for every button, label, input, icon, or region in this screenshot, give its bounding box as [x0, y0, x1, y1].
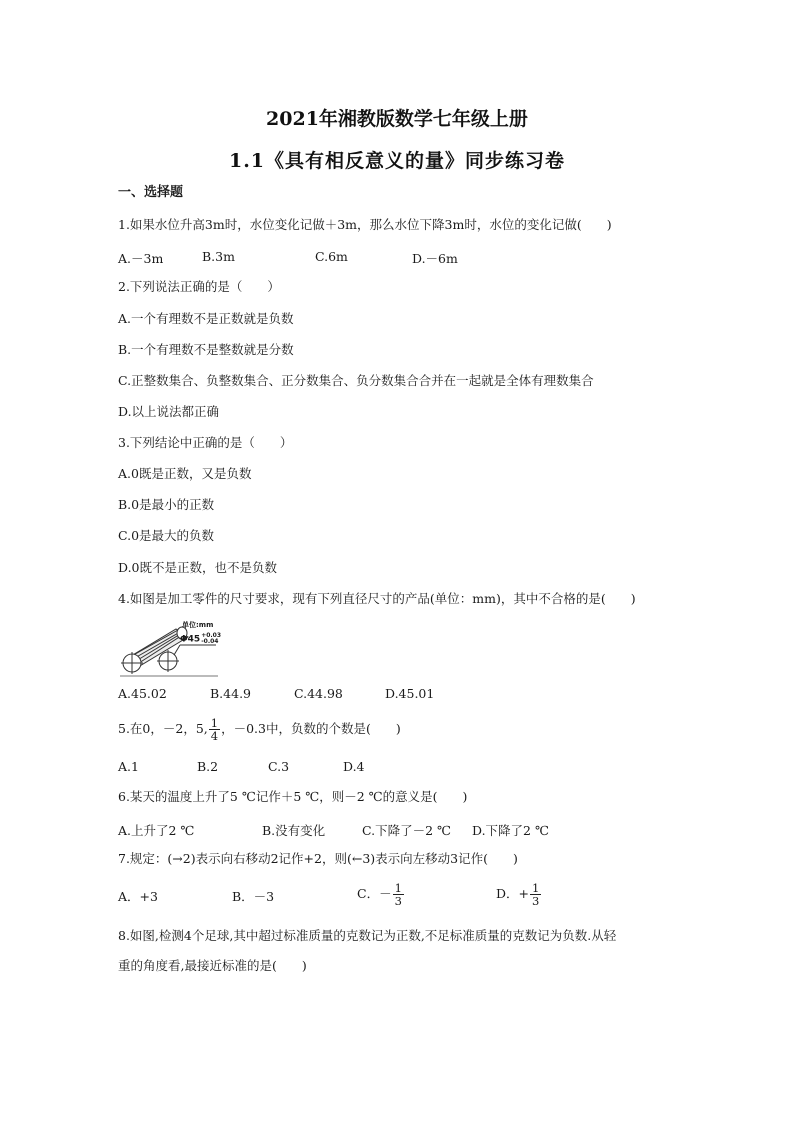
figure-tolerance-lower: -0.04: [201, 638, 219, 645]
question-6-option-a: A.上升了2 ℃: [118, 823, 195, 838]
question-5-option-b: B.2: [197, 759, 219, 774]
question-7-option-a: A．+3: [118, 889, 158, 904]
fraction-denominator: 4: [210, 729, 219, 743]
question-6-stem: 6.某天的温度上升了5 ℃记作＋5 ℃，则－2 ℃的意义是( ): [118, 789, 468, 804]
question-2-option-a: A.一个有理数不是正数就是负数: [118, 311, 294, 326]
section-heading: 一、选择题: [118, 185, 184, 200]
question-5-option-d: D.4: [343, 759, 365, 774]
question-3-option-a: A.0既是正数，又是负数: [118, 466, 252, 481]
question-7-stem: 7.规定：(→2)表示向右移动2记作+2，则(←3)表示向左移动3记作( ): [118, 851, 518, 866]
question-5-stem-start: 5.在0，－2，5,: [118, 721, 208, 736]
question-8-stem-line-2: 重的角度看,最接近标准的是( ): [118, 958, 307, 973]
option-d-prefix: D．+: [496, 886, 529, 901]
question-2-option-c: C.正整数集合、负整数集合、正分数集合、负分数集合合并在一起就是全体有理数集合: [118, 373, 594, 388]
fraction-numerator: 1: [394, 881, 402, 895]
question-3-option-c: C.0是最大的负数: [118, 528, 215, 543]
question-7-option-b: B．－3: [232, 889, 275, 904]
fraction-denominator: 3: [394, 894, 402, 908]
question-2-stem: 2.下列说法正确的是（ ）: [118, 279, 280, 294]
question-3-option-b: B.0是最小的正数: [118, 497, 215, 512]
question-3-option-d: D.0既不是正数，也不是负数: [118, 560, 278, 575]
question-8-stem-line-1: 8.如图,检测4个足球,其中超过标准质量的克数记为正数,不足标准质量的克数记为负数.从轻: [118, 928, 617, 943]
question-7-option-c: [357, 878, 405, 910]
fraction-denominator: 3: [532, 894, 540, 908]
question-5-fraction: [209, 717, 220, 742]
page-subtitle: 1.1《具有相反意义的量》同步练习卷: [228, 150, 566, 172]
fraction-numerator: 1: [532, 881, 540, 895]
figure-dimension-value: Φ45: [180, 634, 201, 645]
question-2-option-b: B.一个有理数不是整数就是分数: [118, 342, 294, 357]
question-5-option-c: C.3: [268, 759, 290, 774]
figure-unit-label: 单位:mm: [182, 621, 214, 629]
question-6-option-c: C.下降了－2 ℃: [362, 823, 452, 838]
question-1-option-c: C.6m: [315, 249, 348, 264]
page-title: 2021年湘教版数学七年级上册: [266, 108, 528, 130]
question-4-option-c: C.44.98: [294, 686, 343, 701]
option-d-fraction: [530, 882, 541, 907]
question-1-stem: 1.如果水位升高3m时，水位变化记做＋3m，那么水位下降3m时，水位的变化记做( ): [118, 217, 612, 232]
question-5-option-a: A.1: [118, 759, 139, 774]
question-1-option-a: A.－3m: [118, 251, 164, 266]
question-4-option-b: B.44.9: [210, 686, 251, 701]
question-2-option-d: D.以上说法都正确: [118, 404, 220, 419]
fraction-numerator: 1: [210, 716, 219, 730]
question-4-option-d: D.45.01: [385, 686, 435, 701]
option-c-prefix: C．－: [357, 886, 392, 901]
question-7-option-d: [496, 878, 542, 910]
question-1-option-b: B.3m: [202, 249, 235, 264]
question-4-stem: 4.如图是加工零件的尺寸要求，现有下列直径尺寸的产品(单位：mm)，其中不合格的是( ): [118, 591, 636, 606]
figure-tolerance-upper: +0.03: [201, 632, 222, 639]
question-5-stem-end: ，－0.3中，负数的个数是( ): [221, 721, 401, 736]
question-6-option-b: B.没有变化: [262, 823, 326, 838]
question-1-option-d: D.－6m: [412, 251, 458, 266]
question-4-option-a: A.45.02: [118, 686, 167, 701]
question-6-option-d: D.下降了2 ℃: [472, 823, 549, 838]
figure-dimension-label: [180, 633, 221, 645]
option-c-fraction: [393, 882, 404, 907]
question-3-stem: 3.下列结论中正确的是（ ）: [118, 435, 293, 450]
question-5-stem: [118, 714, 401, 744]
